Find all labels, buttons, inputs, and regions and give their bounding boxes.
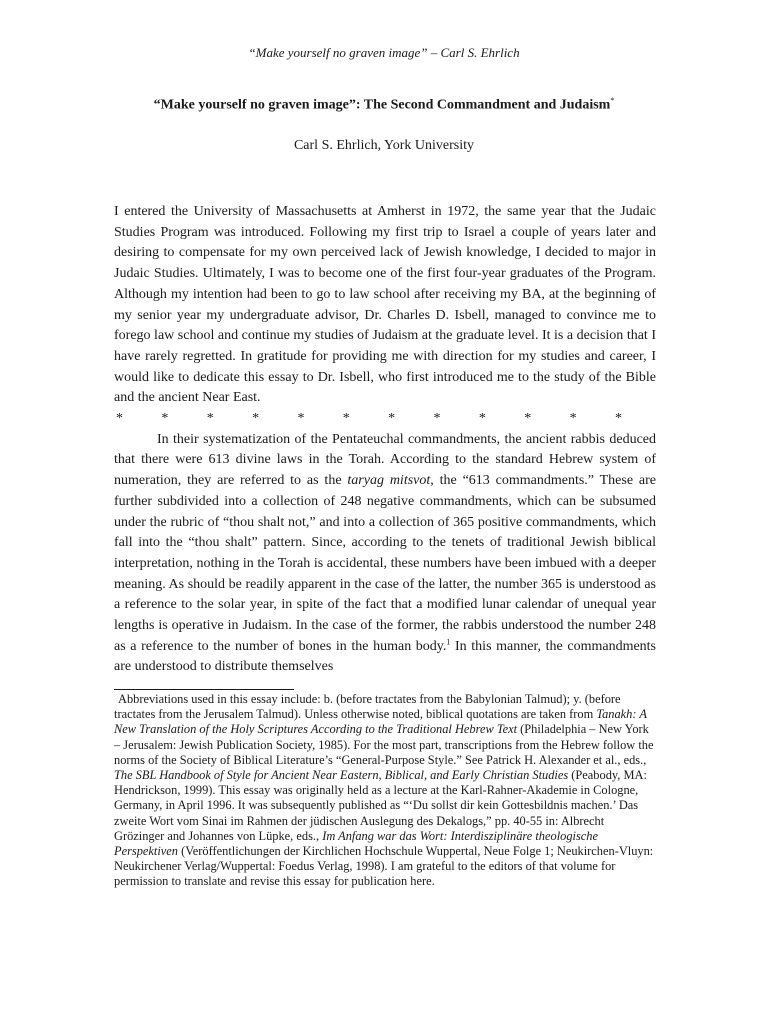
star-0: * xyxy=(116,411,123,427)
para2-italic-term: taryag mitsvot xyxy=(347,473,431,489)
footnote-italic-1: Tanakh: A New Translation of the Holy Scriptures According to the Traditional Hebrew Text xyxy=(114,707,647,737)
footnote-text xyxy=(114,692,656,890)
star-1: * xyxy=(161,411,169,427)
article-title xyxy=(100,96,668,114)
footnote-s1: Abbreviations used in this essay include: b. (before tractates from the Babylonian Talmud); y. (before tractates from the Jerusalem Talmud). Unless otherwise noted, biblical quotations are taken from xyxy=(114,692,621,722)
article-title-text: “Make yourself no graven image”: The Second Commandment and Judaism xyxy=(153,97,611,113)
title-note-marker: * xyxy=(610,96,615,105)
body-paragraph-2 xyxy=(114,430,656,678)
footnote-italic-2: The SBL Handbook of Style for Ancient Near Eastern, Biblical, and Early Christian Studies xyxy=(114,768,569,783)
author-affiliation: Carl S. Ehrlich, York University xyxy=(293,138,475,153)
footnote xyxy=(114,692,656,890)
footnote-s2: (Philadelphia – New York – Jerusalem: Jewish Publication Society, 1985). For the most part, transcriptions from the Hebrew follow the norms of the Society of Biblical Literature’s “General-Purpose Style.” See Patrick H. Alexander et al., eds., xyxy=(114,722,654,767)
body-text xyxy=(114,202,656,678)
para2-part-a: In their systematization of the Pentateuchal commandments, the ancient rabbis deduced that there were 613 divine laws in the Torah. According to the standard Hebrew system of numeration, they are referred to as the xyxy=(114,431,656,489)
footnote-s3: (Peabody, MA: Hendrickson, 1999). This essay was originally held as a lecture at the Karl-Rahner-Akademie in Cologne, Germany, in April 1996. It was subsequently published as “‘Du sollst dir kein Gottesbildnis machen.’ Das zweite Wort vom Sinai im Rahmen der jüdischen Auslegung des Dekalogs,” pp. 40-55 in: Albrecht Grözinger and Johannes von Lüpke, eds., xyxy=(114,768,647,843)
star-8: * xyxy=(478,411,486,427)
footnote-s4: (Veröffentlichungen der Kirchlichen Hochschule Wuppertal, Neue Folge 1; Neukirchen-Vluyn: Neukirchener Verlag/Wuppertal: Foedus Verlag, 1998). I am grateful to the editors of that volume for permission to translate and revise this essay for publication here. xyxy=(114,844,654,889)
star-11: * xyxy=(614,411,622,427)
footnote-italic-3: Im Anfang war das Wort: Interdisziplinäre theologische Perspektiven xyxy=(114,828,598,859)
para2-part-d: In this manner, the commandments are understood to distribute themselves xyxy=(114,638,657,675)
star-10: * xyxy=(569,411,577,427)
star-7: * xyxy=(433,411,441,427)
footnote-marker-1[interactable]: 1 xyxy=(446,637,451,647)
star-6: * xyxy=(388,411,396,427)
star-3: * xyxy=(252,411,260,427)
star-4: * xyxy=(297,411,305,427)
running-head: “Make yourself no graven image” – Carl S. Ehrlich xyxy=(248,45,520,60)
para2-part-c: , the “613 commandments.” These are further subdivided into a collection of 248 negative commandments, which can be subsumed under the rubric of “thou shalt not,” and into a collection of 365 positive commandments, which fall into the “thou shalt” pattern. Since, according to the tenets of traditional Jewish biblical interpretation, nothing in the Torah is accidental, these numbers have been imbued with a deeper meaning. As should be readily apparent in the case of the latter, the number 365 is understood as a reference to the solar year, in spite of the fact that a modified lunar calendar of unequal year lengths is operative in Judaism. In the case of the former, the rabbis understood the number 248 as a reference to the number of bones in the human body. xyxy=(114,473,656,654)
star-9: * xyxy=(524,411,532,427)
star-5: * xyxy=(342,411,350,427)
star-2: * xyxy=(206,411,214,427)
dedication-paragraph: I entered the University of Massachusetts at Amherst in 1972, the same year that the Judaic Studies Program was introduced. Following my first trip to Israel a couple of years later and desiring to compensate for my own perceived lack of Jewish knowledge, I decided to major in Judaic Studies. Ultimately, I was to become one of the first four-year graduates of the Program. Although my intention had been to go to law school after receiving my BA, at the beginning of my senior year my undergraduate advisor, Dr. Charles D. Isbell, managed to convince me to forego law school and continue my studies of Judaism at the graduate level. It is a decision that I have rarely regretted. In gratitude for providing me with direction for my studies and career, I would like to dedicate this essay to Dr. Isbell, who first introduced me to the study of the Bible and the ancient Near East. xyxy=(114,204,656,406)
section-break-stars xyxy=(114,409,622,430)
footnote-rule xyxy=(114,689,294,690)
